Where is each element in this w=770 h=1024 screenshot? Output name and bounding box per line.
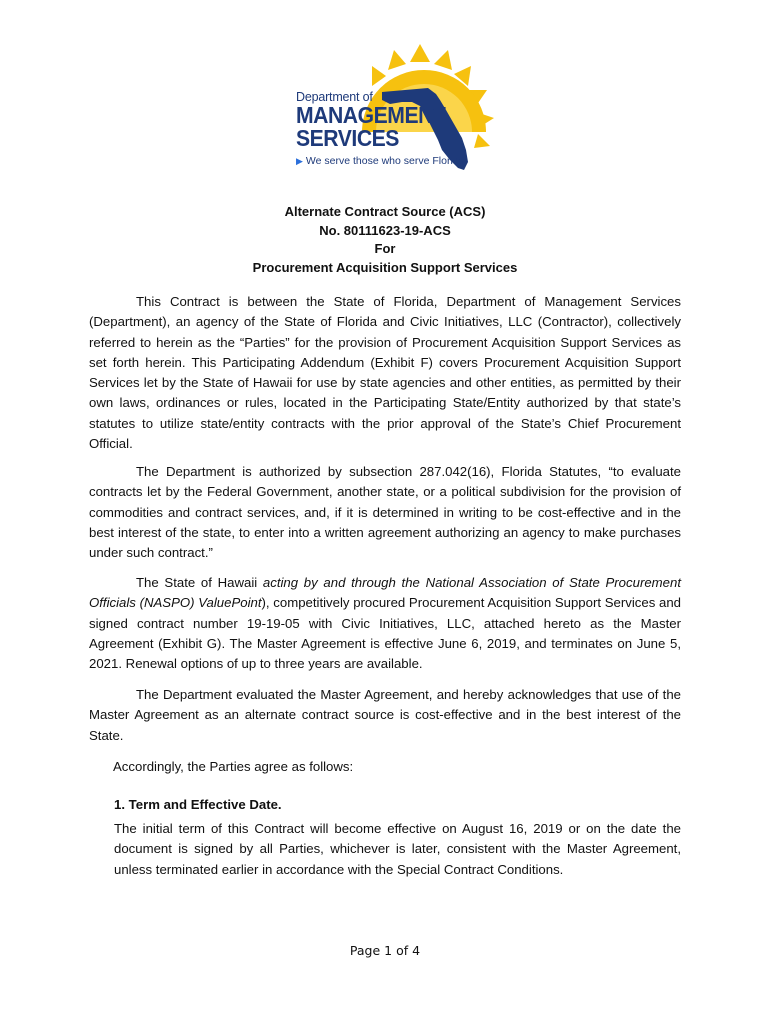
paragraph-2-text: The Department is authorized by subsection 287.042(16), Florida Statutes, “to evaluate contracts let by the Federal Government, another state, or a political subdivision for the provision of commodities and contract services, and, if it is determined in writing to be cost-effective and in the best interest of the state, to enter into a written agreement authorizing an agency to make purchases under such contract.” bbox=[89, 464, 681, 561]
section-1-body: The initial term of this Contract will become effective on August 16, 2019 or on the date the document is signed by all Parties, whichever is later, consistent with the Master Agreement, unless terminated earlier in accordance with the Special Contract Conditions. bbox=[114, 821, 681, 877]
paragraph-3-italic: acting by and through the National Association of State Procurement Officials (NASPO) ValuePoint bbox=[89, 575, 681, 611]
paragraph-5-text: Accordingly, the Parties agree as follows: bbox=[113, 759, 354, 774]
logo-management: MANAGEMENT bbox=[296, 102, 446, 128]
paragraph-1-text: This Contract is between the State of Florida, Department of Management Services (Department), an agency of the State of Florida and Civic Initiatives, LLC (Contractor), collectively referred to herein as the “Parties” for the provision of Procurement Acquisition Support Services as set forth herein. This Participating Addendum (Exhibit F) covers Procurement Acquisition Support Services let by the State of Hawaii for use by state agencies and other entities, as permitted by their own laws, ordinances or rules, located in the Participating State/Entity authorized by that state’s statutes to utilize state/entity contracts with the prior approval of the State’s Chief Procurement Official. bbox=[89, 294, 681, 452]
title-line-4: Procurement Acquisition Support Services bbox=[252, 259, 518, 275]
paragraph-5 bbox=[89, 757, 681, 777]
paragraph-3-start: The State of Hawaii bbox=[136, 575, 263, 590]
logo-department-of: Department of bbox=[296, 90, 373, 104]
title-line-2: No. 80111623-19-ACS bbox=[319, 222, 451, 238]
logo-services: SERVICES bbox=[296, 125, 399, 151]
logo-tagline-text: We serve those who serve Florida bbox=[305, 155, 465, 167]
title-line-1: Alternate Contract Source (ACS) bbox=[284, 204, 486, 219]
paragraph-3 bbox=[89, 573, 681, 674]
section-1-heading: 1. Term and Effective Date. bbox=[114, 797, 282, 812]
paragraph-4 bbox=[89, 685, 681, 746]
page-number: Page 1 of 4 bbox=[349, 943, 421, 958]
paragraph-4-text: The Department evaluated the Master Agreement, and hereby acknowledges that use of the Master Agreement as an alternate contract source is cost-effective and in the best interest of the State. bbox=[89, 687, 681, 743]
logo-tagline bbox=[296, 155, 496, 167]
logo-text bbox=[296, 91, 496, 167]
paragraph-1 bbox=[89, 292, 681, 454]
title-line-3: For bbox=[374, 241, 396, 256]
document-title bbox=[0, 203, 770, 277]
paragraph-3-end: ), competitively procured Procurement Acquisition Support Services and signed contract number 19-19-05 with Civic Initiatives, LLC, attached hereto as the Master Agreement (Exhibit G). The Master Agreement is effective June 6, 2019, and terminates on June 5, 2021. Renewal options of up to three years are available. bbox=[89, 595, 681, 672]
dms-logo bbox=[290, 40, 505, 180]
play-triangle-icon: ▶ bbox=[296, 156, 303, 166]
paragraph-2 bbox=[89, 462, 681, 563]
